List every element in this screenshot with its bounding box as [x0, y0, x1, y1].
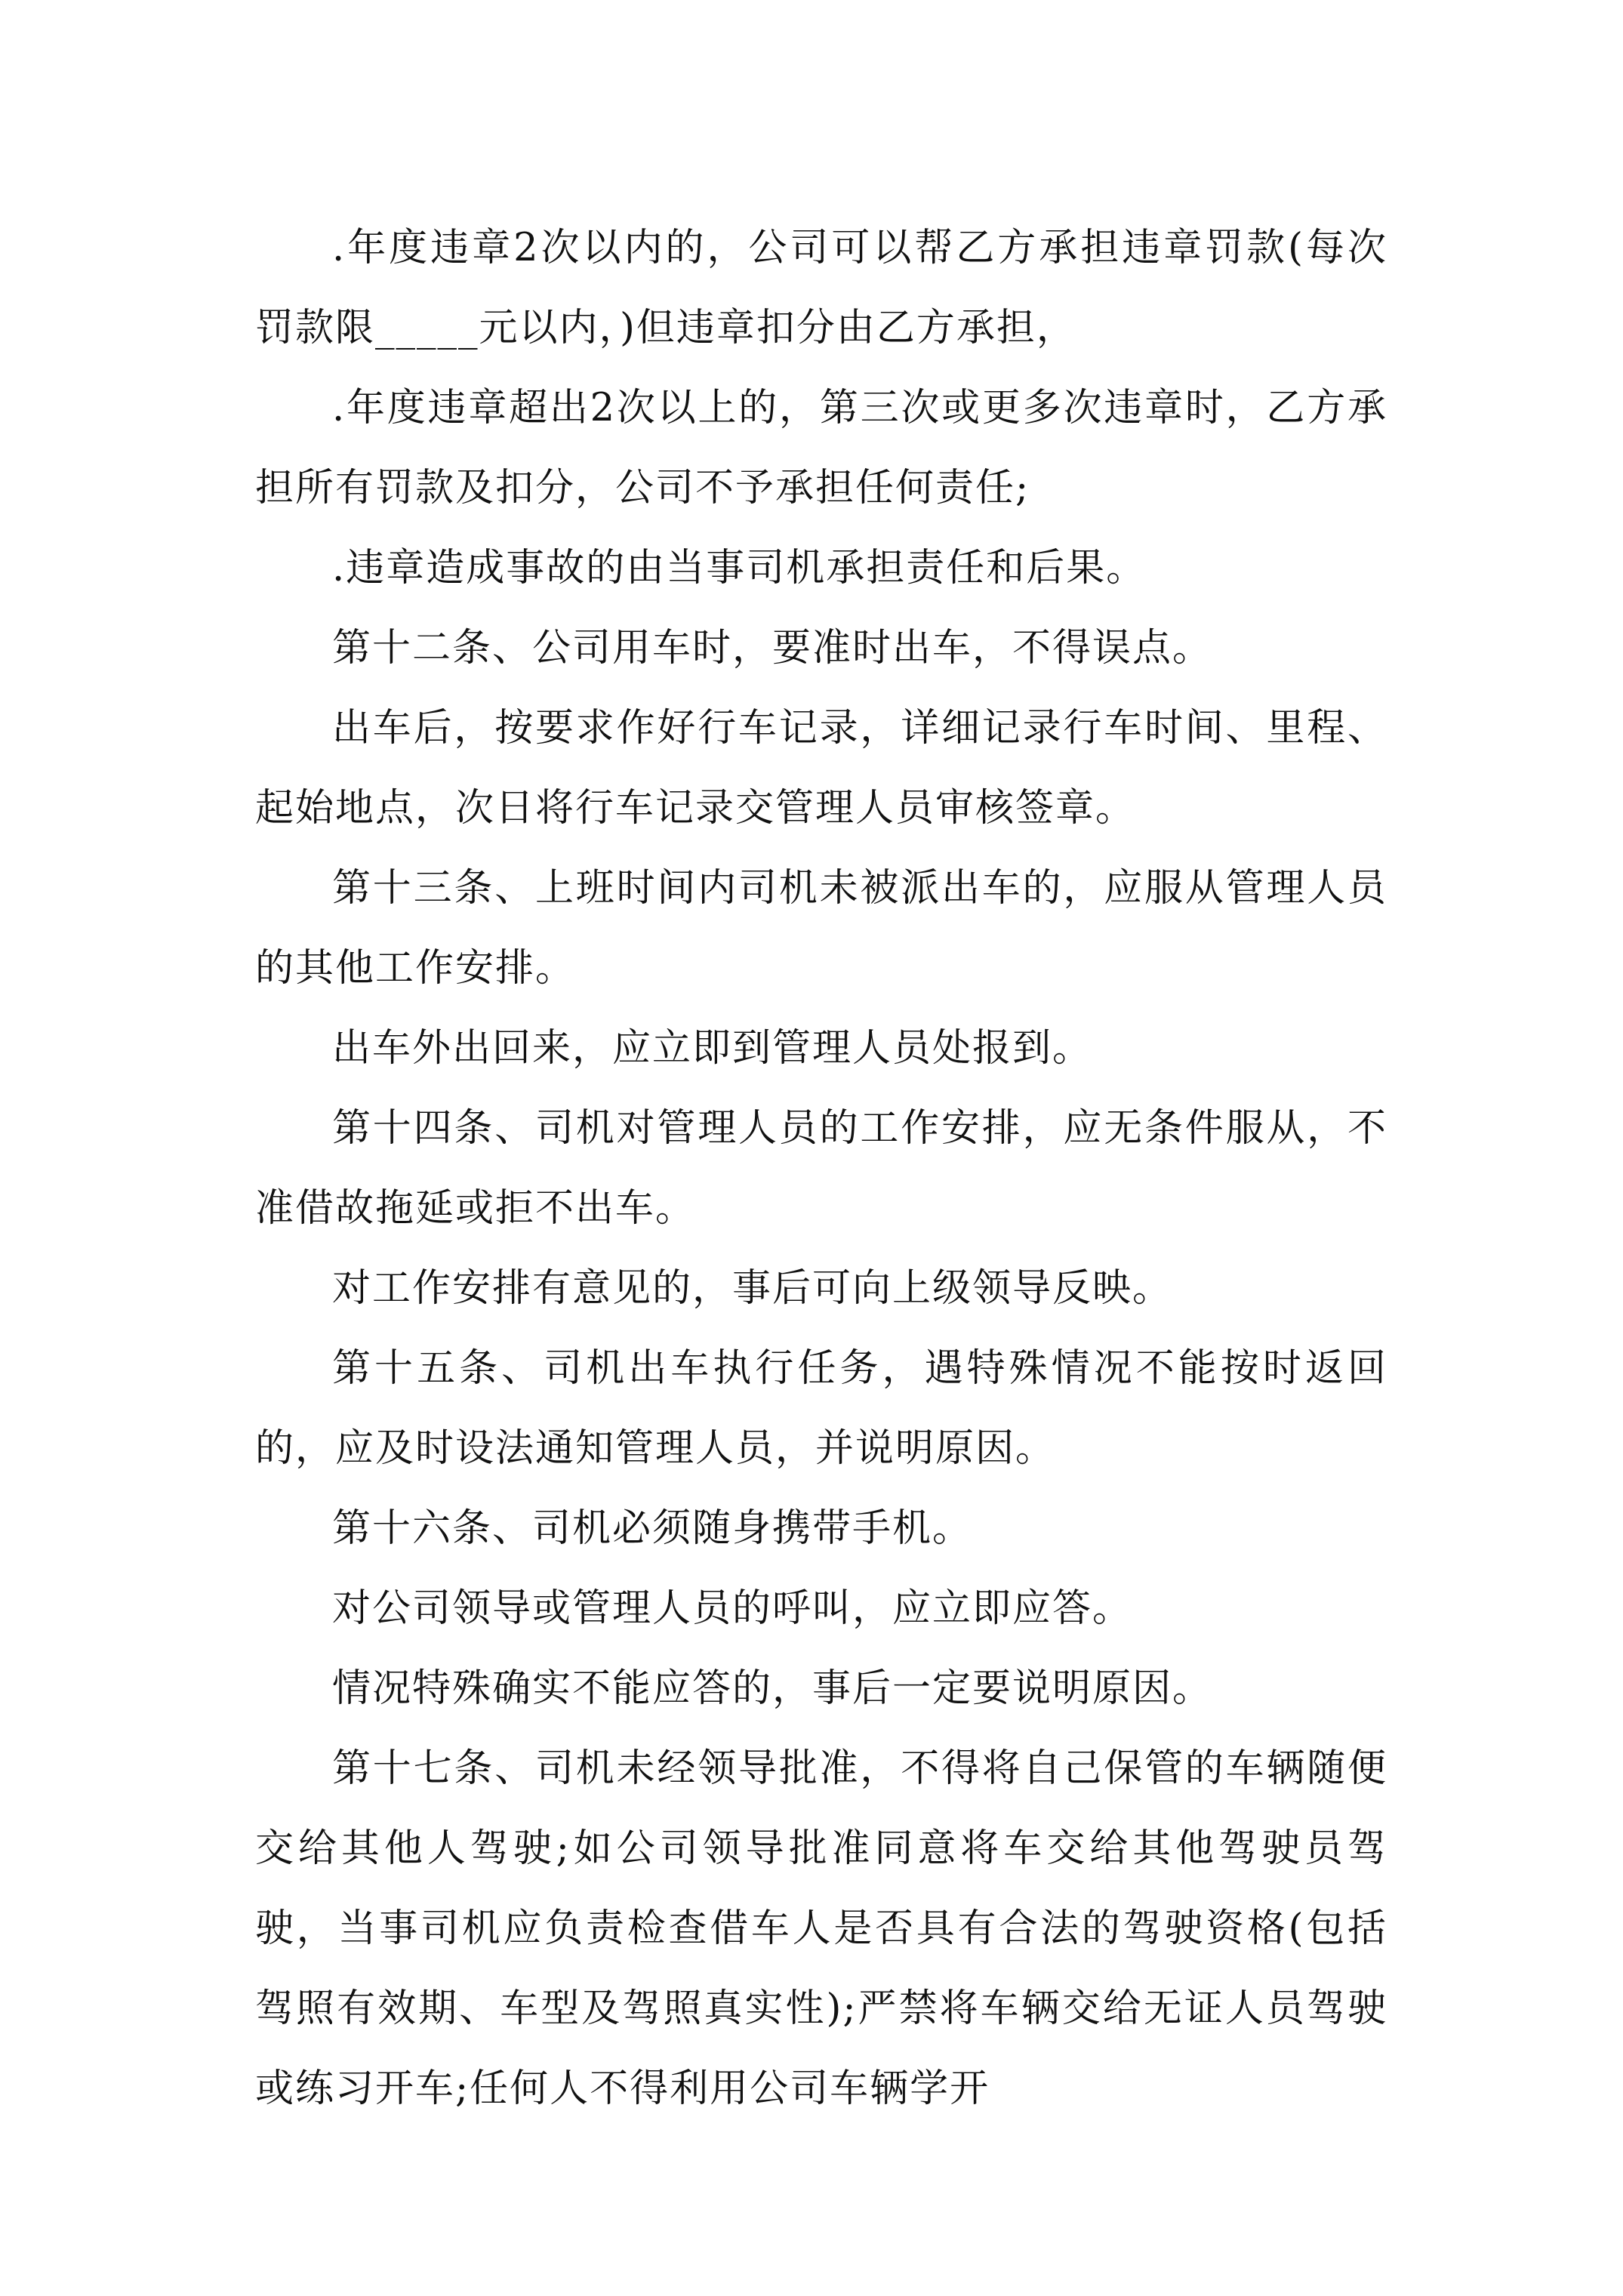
paragraph-6: 第十三条、上班时间内司机未被派出车的，应服从管理人员的其他工作安排。	[255, 866, 1387, 991]
paragraph-11: 第十六条、司机必须随身携带手机。	[332, 1506, 973, 1551]
paragraph-10: 第十五条、司机出车执行任务，遇特殊情况不能按时返回的，应及时设法通知管理人员，并说明原因。	[255, 1346, 1387, 1471]
paragraph-13: 情况特殊确实不能应答的，事后一定要说明原因。	[332, 1666, 1213, 1711]
paragraph-7: 出车外出回来，应立即到管理人员处报到。	[332, 1026, 1093, 1071]
paragraph-1: .年度违章2次以内的，公司可以帮乙方承担违章罚款(每次罚款限_____元以内，)但违章扣分由乙方承担，	[255, 226, 1387, 350]
paragraph-3: .违章造成事故的由当事司机承担责任和后果。	[332, 546, 1147, 590]
paragraph-14: 第十七条、司机未经领导批准，不得将自己保管的车辆随便交给其他人驾驶;如公司领导批准同意将车交给其他驾驶员驾驶，当事司机应负责检查借车人是否具有合法的驾驶资格(包括驾照有效期、车型及驾照真实性);严禁将车辆交给无证人员驾驶或练习开车;任何人不得利用公司车辆学开	[255, 1746, 1387, 2111]
paragraph-2: .年度违章超出2次以上的，第三次或更多次违章时，乙方承担所有罚款及扣分，公司不予承担任何责任;	[255, 386, 1387, 510]
paragraph-8: 第十四条、司机对管理人员的工作安排，应无条件服从，不准借故拖延或拒不出车。	[255, 1106, 1387, 1231]
document-body	[255, 208, 1387, 2129]
paragraph-5: 出车后，按要求作好行车记录，详细记录行车时间、里程、起始地点，次日将行车记录交管理人员审核签章。	[255, 706, 1387, 831]
paragraph-12: 对公司领导或管理人员的呼叫，应立即应答。	[332, 1586, 1133, 1631]
paragraph-4: 第十二条、公司用车时，要准时出车，不得误点。	[332, 626, 1213, 670]
paragraph-9: 对工作安排有意见的，事后可向上级领导反映。	[332, 1266, 1173, 1311]
